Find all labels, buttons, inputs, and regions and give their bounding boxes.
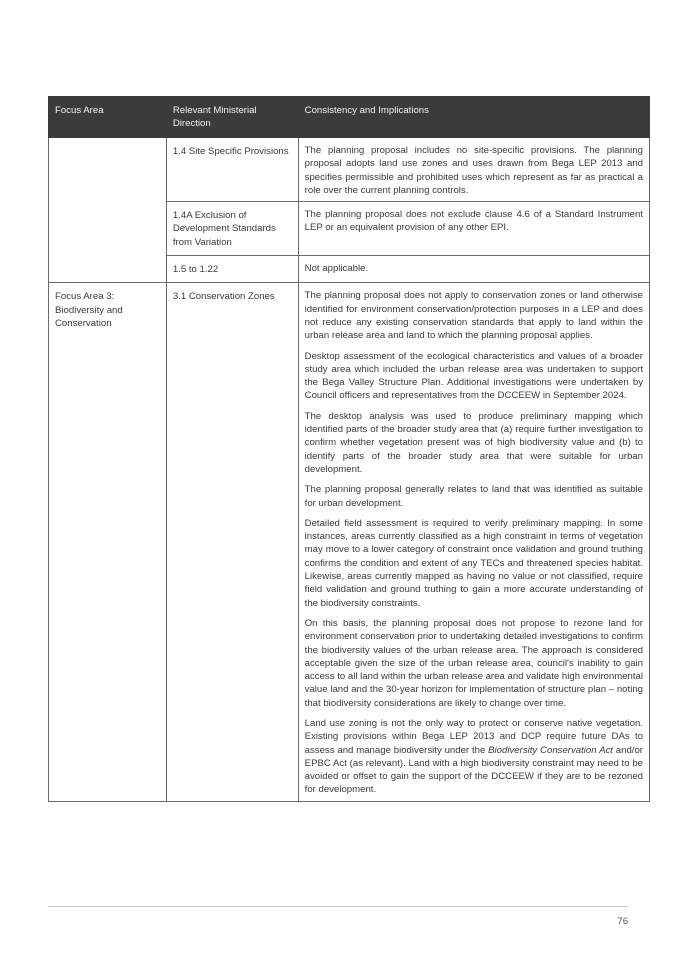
consistency-cell	[298, 256, 649, 283]
table-row	[49, 138, 650, 202]
header-focus-area: Focus Area	[49, 97, 167, 138]
consistency-paragraph: The desktop analysis was used to produce preliminary mapping which identified parts of the broader study area that (a) require further investigation to confirm whether vegetation present was of high biodiversity value and (b) to identify parts of the broader study area that were suitable for urban development.	[304, 410, 643, 475]
focus-area-text: Focus Area 3: Biodiversity and Conservation	[55, 291, 123, 329]
consistency-cell	[298, 283, 649, 801]
consistency-paragraph: Detailed field assessment is required to verify preliminary mapping. In some instances, areas currently classified as a high constraint in terms of vegetation may move to a lower category of constraint once validation and ground truthing confirms the condition and extent of any TECs and threatened species habitat. Likewise, areas currently mapped as having no value or not classified, require field validation and ground truthing to gain a more accurate understanding of the biodiversity constraints.	[304, 517, 643, 609]
direction-cell	[166, 202, 298, 256]
footer-divider	[48, 906, 628, 907]
header-consistency: Consistency and Implications	[298, 97, 649, 138]
consistency-cell	[298, 202, 649, 256]
page-number: 76	[617, 916, 628, 927]
focus-area-cell	[49, 283, 167, 801]
consistency-paragraph: The planning proposal includes no site-specific provisions. The planning proposal adopts land use zones and uses drawn from Bega LEP 2013 and specifies permissible and prohibited uses which represent as far as practical a role over the current planning controls.	[304, 145, 643, 196]
consistency-cell	[298, 138, 649, 202]
consistency-paragraph: Not applicable.	[304, 263, 369, 275]
direction-cell	[166, 138, 298, 202]
table-row	[49, 283, 650, 801]
direction-cell	[166, 256, 298, 283]
consistency-paragraph-last: Land use zoning is not the only way to protect or conserve native vegetation. Existing provisions within Bega LEP 2013 and DCP require future DAs to assess and manage biodiversity under the Biodiversity Conservation Act and/or EPBC Act (as relevant). Land with a high biodiversity constraint may need to be avoided or offset to gain the support of the DCCEEW if they are to be rezoned for development.	[304, 717, 643, 796]
consistency-paragraph: Desktop assessment of the ecological characteristics and values of a broader study area which included the urban release area was undertaken to support the Bega Valley Structure Plan. Additional investigations were undertaken by Council officers and representatives from the DCCEEW in September 2024.	[304, 350, 643, 402]
direction-text: 1.5 to 1.22	[172, 264, 219, 276]
consistency-paragraph: The planning proposal generally relates to land that was identified as suitable for urban development.	[304, 484, 643, 509]
act-name-italic: Biodiversity Conservation Act	[488, 744, 613, 756]
direction-text: 1.4A Exclusion of Development Standards from Variation	[172, 210, 276, 248]
ministerial-directions-table	[48, 96, 650, 802]
consistency-paragraph: The planning proposal does not apply to conservation zones or land otherwise identified for environment conservation/protection purposes in a LEP and does not reduce any existing conservation standards that apply to land within the urban release area and land to which the planning proposal applies.	[304, 290, 643, 342]
direction-text: 1.4 Site Specific Provisions	[172, 146, 289, 157]
table-header-row	[49, 97, 650, 138]
focus-area-cell	[49, 138, 167, 283]
consistency-paragraph: The planning proposal does not exclude clause 4.6 of a Standard Instrument LEP or an equivalent provision of any other EPI.	[304, 209, 643, 234]
direction-cell	[166, 283, 298, 801]
header-ministerial-direction: Relevant Ministerial Direction	[166, 97, 298, 138]
direction-text: 3.1 Conservation Zones	[172, 291, 275, 303]
consistency-paragraph: On this basis, the planning proposal does not propose to rezone land for environment conservation prior to undertaking detailed investigations to confirm the biodiversity values of the urban release area. The approach is considered acceptable given the size of the urban release area, council's inability to gain access to all land within the urban release area and validate high environmental value land and the 30-year horizon for implementation of structure plan – noting that biodiversity considerations are likely to change over time.	[304, 617, 643, 709]
